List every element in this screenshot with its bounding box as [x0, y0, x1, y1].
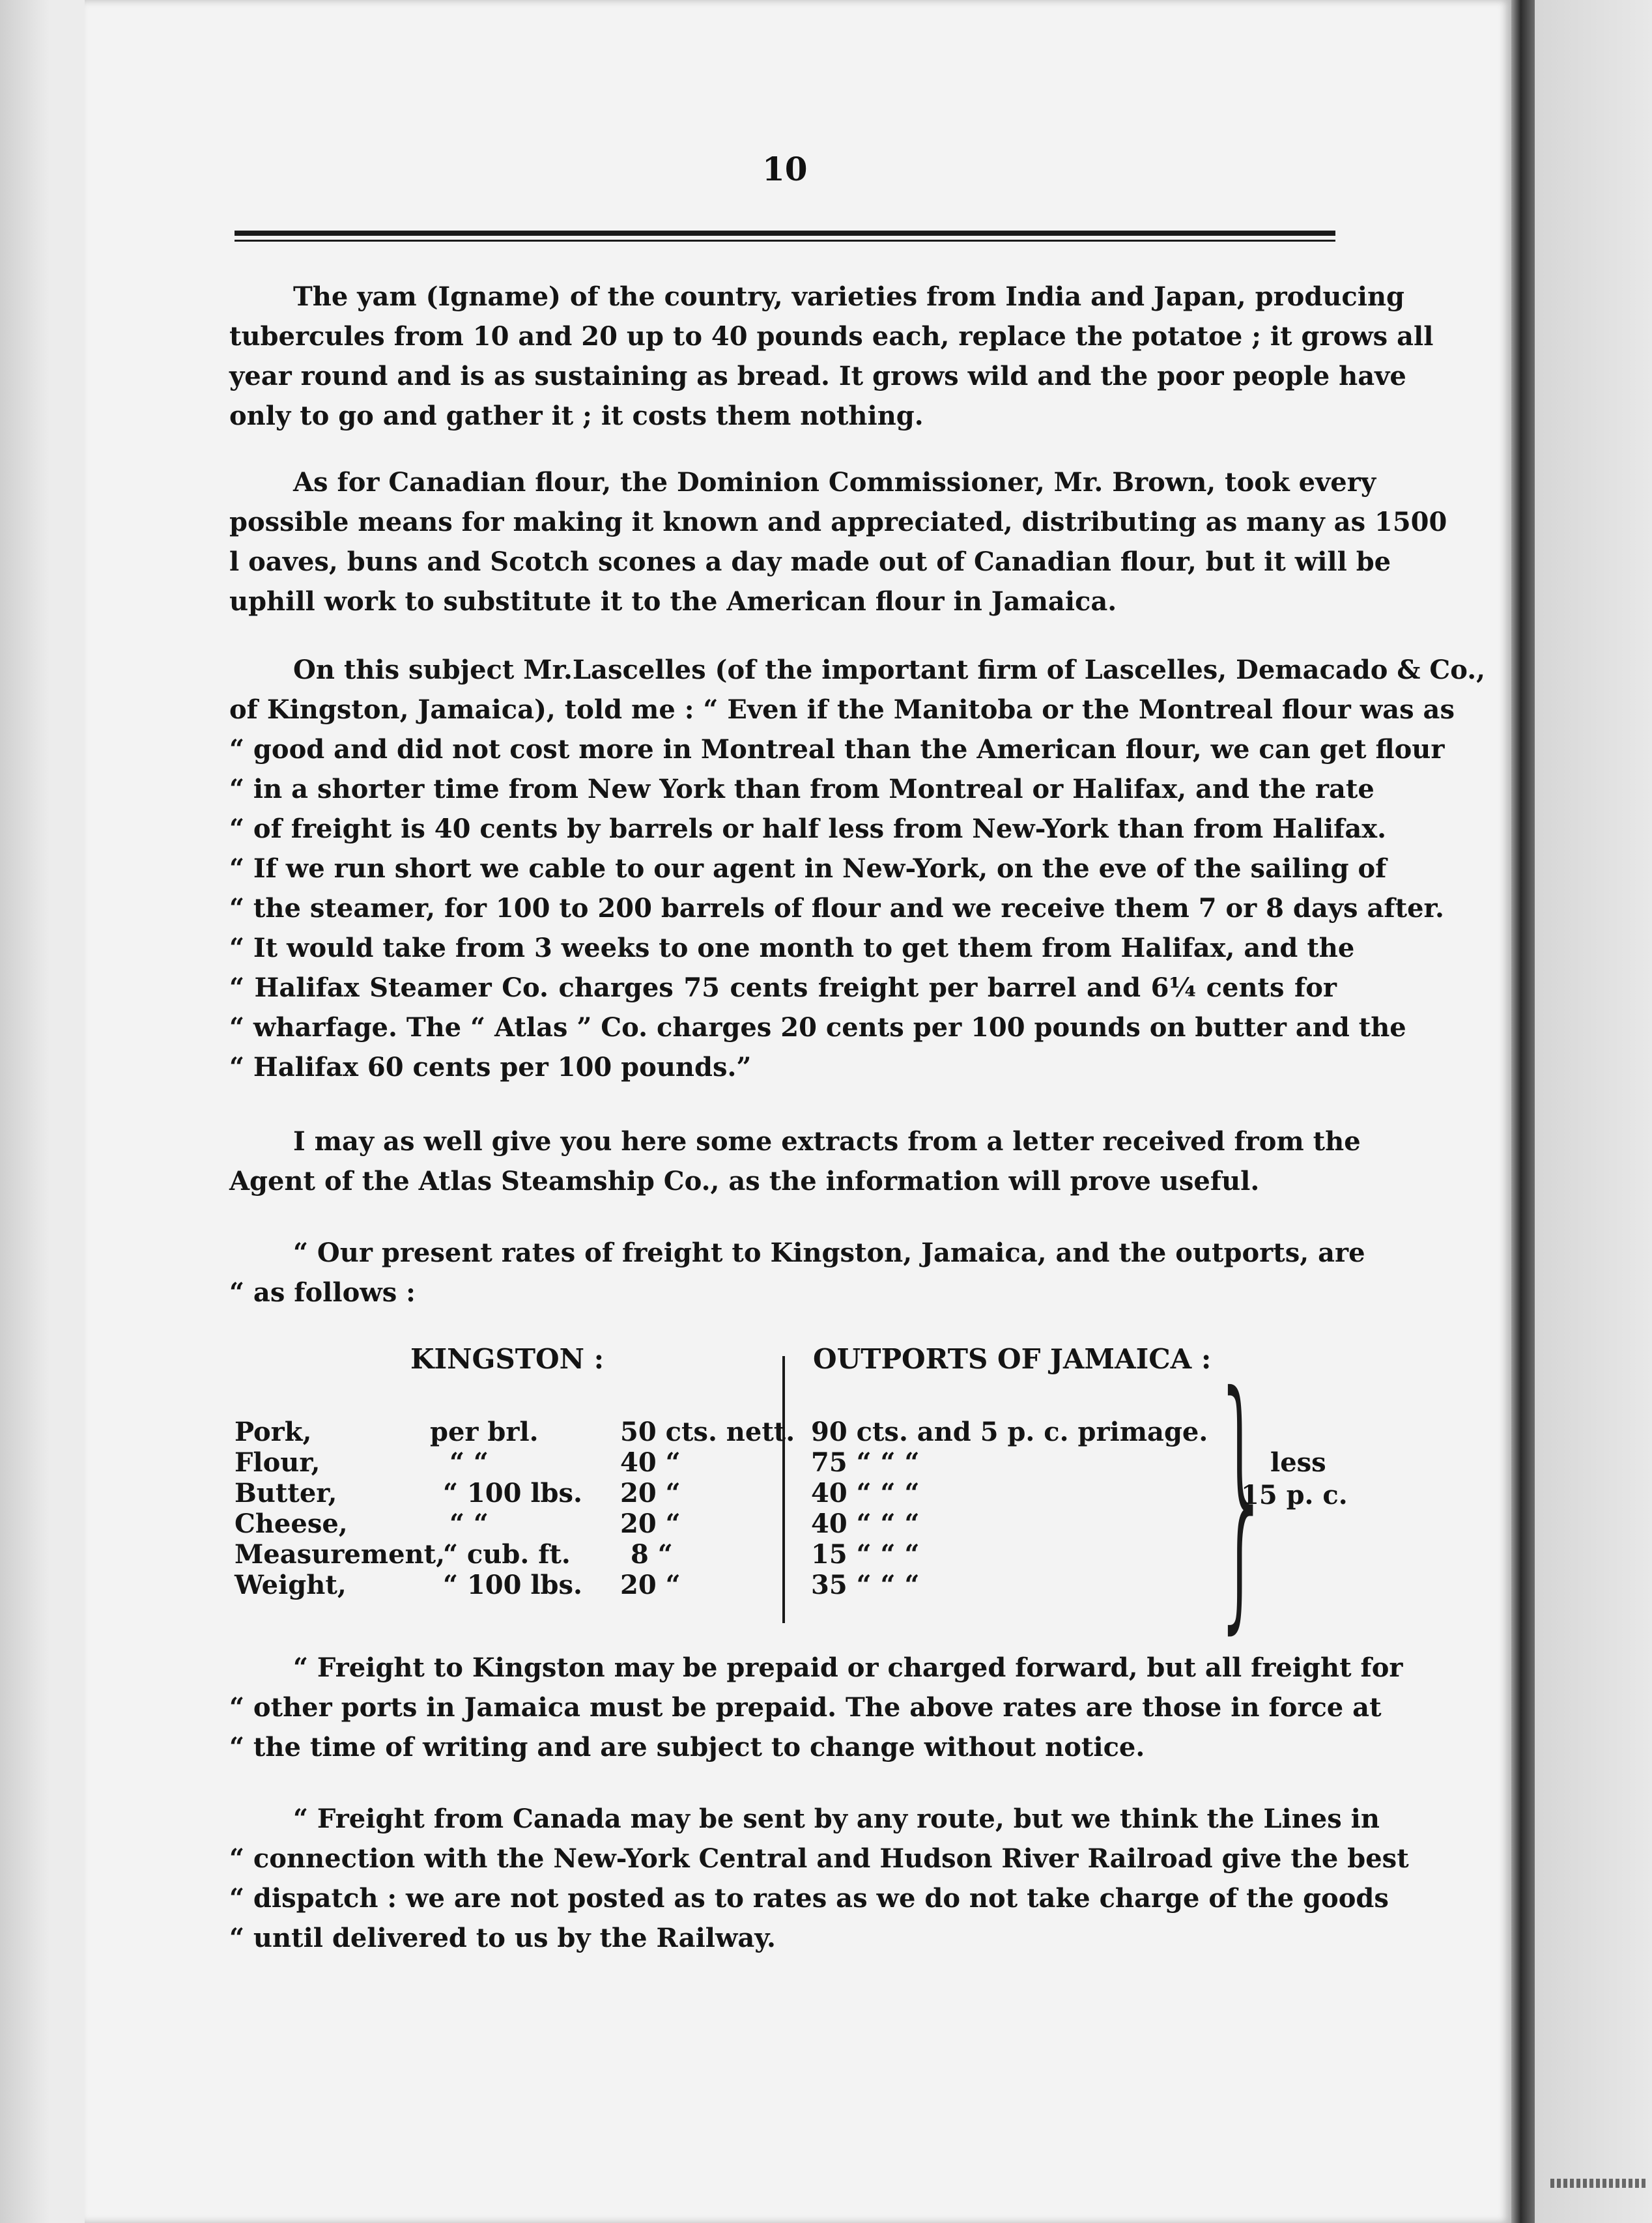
text-line: tubercules from 10 and 20 up to 40 pounds each, replace the potatoe ; it grows all [229, 321, 1434, 352]
text-line: “ wharfage. The “ Atlas ” Co. charges 20 cents per 100 pounds on butter and the [229, 1012, 1406, 1043]
table-divider [782, 1356, 785, 1623]
text-line: year round and is as sustaining as bread. It grows wild and the poor people have [229, 361, 1406, 391]
text-line: only to go and gather it ; it costs them nothing. [229, 401, 924, 431]
text-line: “ in a shorter time from New York than from Montreal or Halifax, and the rate [229, 774, 1374, 804]
header-rule-thin [235, 240, 1335, 242]
header-kingston: KINGSTON : [410, 1343, 605, 1375]
discount-note-percent: 15 p. c. [1241, 1480, 1348, 1510]
text-line: uphill work to substitute it to the American flour in Jamaica. [229, 586, 1117, 617]
page-number: 10 [762, 150, 808, 188]
row-kingston-rate: 8 “ [631, 1539, 673, 1570]
text-line: “ as follows : [229, 1277, 416, 1308]
row-unit: “ cub. ft. [443, 1539, 571, 1570]
row-outport-rate: 15 “ “ “ [811, 1539, 920, 1570]
text-line: “ Halifax 60 cents per 100 pounds.” [229, 1052, 752, 1083]
row-kingston-rate: 50 cts. nett. [620, 1417, 795, 1447]
discount-note-less: less [1270, 1447, 1326, 1478]
paragraph-route [229, 1799, 1409, 1958]
page-edge-mark [1550, 2179, 1648, 2188]
text-line: “ Our present rates of freight to Kingston, Jamaica, and the outports, are [293, 1238, 1365, 1268]
facing-page-edge [1535, 0, 1652, 2223]
text-line: “ Freight to Kingston may be prepaid or charged forward, but all freight for [293, 1652, 1403, 1683]
text-line: Agent of the Atlas Steamship Co., as the information will prove useful. [229, 1166, 1260, 1196]
row-item: Weight, [235, 1570, 347, 1600]
text-line: “ connection with the New-York Central and Hudson River Railroad give the best [229, 1843, 1409, 1874]
text-line: “ good and did not cost more in Montreal than the American flour, we can get flour [229, 734, 1445, 765]
text-line: The yam (Igname) of the country, varieties from India and Japan, producing [293, 281, 1405, 312]
text-line: “ Freight from Canada may be sent by any route, but we think the Lines in [293, 1804, 1380, 1834]
paragraph-prepaid [229, 1648, 1403, 1767]
text-line: “ other ports in Jamaica must be prepaid. The above rates are those in force at [229, 1692, 1382, 1723]
paragraph-yam [229, 277, 1434, 436]
row-unit: “ “ [449, 1508, 489, 1539]
text-line: “ dispatch : we are not posted as to rates as we do not take charge of the goods [229, 1883, 1389, 1914]
text-line: “ Halifax Steamer Co. charges 75 cents freight per barrel and 6¼ cents for [229, 972, 1337, 1003]
text-line: “ the time of writing and are subject to change without notice. [229, 1732, 1145, 1763]
row-unit: per brl. [430, 1417, 539, 1447]
text-line: On this subject Mr.Lascelles (of the important firm of Lascelles, Demacado & Co., [293, 655, 1486, 685]
row-item: Flour, [235, 1447, 320, 1478]
text-line: As for Canadian flour, the Dominion Commissioner, Mr. Brown, took every [293, 467, 1376, 498]
paragraph-canadian-flour [229, 462, 1447, 621]
row-item: Measurement, [235, 1539, 446, 1570]
paragraph-rates-intro [229, 1233, 1365, 1312]
text-line: possible means for making it known and appreciated, distributing as many as 1500 [229, 507, 1447, 537]
row-kingston-rate: 20 “ [620, 1570, 681, 1600]
text-line: “ It would take from 3 weeks to one month to get them from Halifax, and the [229, 933, 1355, 963]
text-line: I may as well give you here some extracts from a letter received from the [293, 1126, 1361, 1157]
row-unit: “ 100 lbs. [443, 1478, 582, 1508]
row-outport-rate: 35 “ “ “ [811, 1570, 920, 1600]
row-unit: “ 100 lbs. [443, 1570, 582, 1600]
text-line: of Kingston, Jamaica), told me : “ Even if the Manitoba or the Montreal flour was as [229, 694, 1455, 725]
row-kingston-rate: 20 “ [620, 1508, 681, 1539]
text-line: “ of freight is 40 cents by barrels or half less from New-York than from Halifax. [229, 814, 1387, 844]
row-outport-rate: 40 “ “ “ [811, 1508, 920, 1539]
row-outport-rate: 40 “ “ “ [811, 1478, 920, 1508]
row-item: Pork, [235, 1417, 312, 1447]
row-kingston-rate: 40 “ [620, 1447, 681, 1478]
text-line: “ until delivered to us by the Railway. [229, 1923, 776, 1953]
right-brace: } [1212, 1338, 1273, 1657]
row-item: Cheese, [235, 1508, 348, 1539]
row-outport-rate: 75 “ “ “ [811, 1447, 920, 1478]
book-gutter [1511, 0, 1535, 2223]
header-outports: OUTPORTS OF JAMAICA : [813, 1343, 1212, 1375]
row-kingston-rate: 20 “ [620, 1478, 681, 1508]
text-line: l oaves, buns and Scotch scones a day made out of Canadian flour, but it will be [229, 546, 1391, 577]
row-item: Butter, [235, 1478, 337, 1508]
text-line: “ If we run short we cable to our agent in New-York, on the eve of the sailing of [229, 853, 1387, 884]
text-line: “ the steamer, for 100 to 200 barrels of flour and we receive them 7 or 8 days after. [229, 893, 1444, 924]
header-rule [235, 231, 1335, 236]
paragraph-extracts [229, 1122, 1361, 1201]
row-outport-rate: 90 cts. and 5 p. c. primage. [811, 1417, 1208, 1447]
paragraph-lascelles-quote [229, 650, 1486, 1087]
row-unit: “ “ [449, 1447, 489, 1478]
